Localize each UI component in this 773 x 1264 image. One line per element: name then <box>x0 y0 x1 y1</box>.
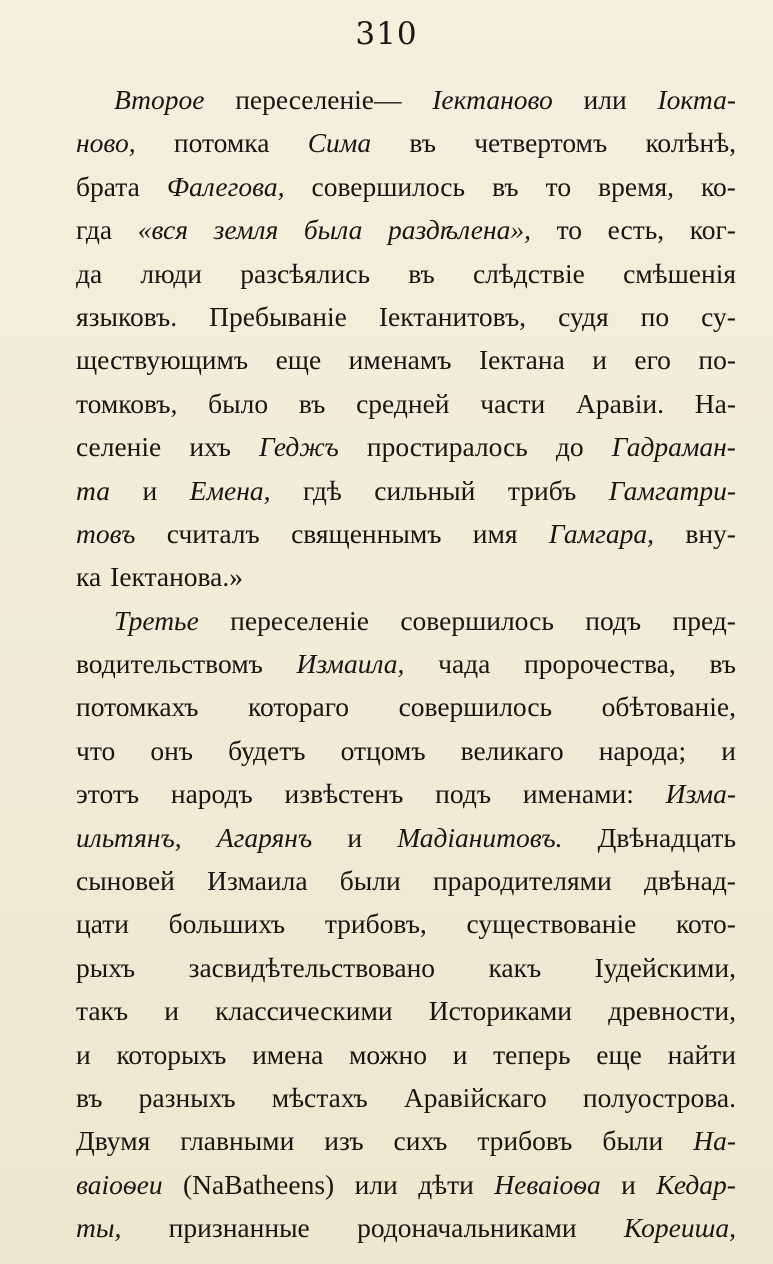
word: разсѣялись <box>240 257 370 289</box>
italic-word: земля <box>213 214 279 246</box>
word: по- <box>698 344 736 376</box>
word: мѣстахъ <box>271 1081 368 1113</box>
italic-word: Фалегова, <box>166 170 285 202</box>
italic-word: ново, <box>76 127 136 159</box>
word: были <box>339 865 401 897</box>
text-line <box>76 642 736 685</box>
word: и <box>142 474 158 506</box>
italic-word: «вся <box>137 214 189 246</box>
italic-word: раздѣлена», <box>388 214 532 246</box>
italic-word: Гадраман- <box>611 431 736 463</box>
word: Историками <box>428 995 572 1027</box>
word: да <box>76 257 103 289</box>
word: вну- <box>685 517 736 549</box>
word: совершилось <box>400 604 554 636</box>
word: Іудейскими, <box>594 951 736 983</box>
word: народа; <box>598 734 687 766</box>
text-line <box>76 425 736 468</box>
word: именамъ <box>348 344 452 376</box>
italic-word: была <box>303 214 363 246</box>
word: существованіе <box>466 908 637 940</box>
word: ко- <box>701 170 736 202</box>
word: до <box>555 431 584 463</box>
word: большихъ <box>168 908 286 940</box>
word: рыхъ <box>76 951 136 983</box>
word: сихъ <box>393 1125 448 1157</box>
word: языковъ. <box>76 300 178 332</box>
word: дѣти <box>418 1168 474 1200</box>
word: этотъ <box>76 778 140 810</box>
word: гдѣ <box>302 474 342 506</box>
word: его <box>634 344 671 376</box>
word: такъ <box>76 995 129 1027</box>
word: полуострова. <box>582 1081 736 1113</box>
word: извѣстенъ <box>284 778 404 810</box>
word: водительствомъ <box>76 648 263 680</box>
word: главными <box>180 1125 295 1157</box>
word: сильный <box>374 474 476 506</box>
word: то <box>545 170 572 202</box>
word: которыхъ <box>116 1038 227 1070</box>
word: чада <box>438 648 491 680</box>
italic-word: товъ <box>76 517 136 549</box>
word: ког- <box>689 214 736 246</box>
text-line <box>76 78 736 121</box>
word: кото- <box>676 908 736 940</box>
italic-word: Кедар- <box>656 1168 736 1200</box>
word: имена <box>252 1038 324 1070</box>
word: люди <box>140 257 202 289</box>
word: смѣшенія <box>623 257 736 289</box>
word: слѣдствіе <box>472 257 585 289</box>
word: и <box>164 995 179 1027</box>
text-line <box>76 685 736 728</box>
word: родоначальниками <box>357 1212 577 1244</box>
text-line <box>76 208 736 251</box>
page-number: 310 <box>355 16 418 52</box>
italic-word: Емена, <box>189 474 271 506</box>
word: по <box>640 300 670 332</box>
text-line <box>76 772 736 815</box>
word: въ <box>76 1081 103 1113</box>
word: или <box>354 1168 398 1200</box>
word: Двѣнадцать <box>597 821 736 853</box>
word: простиралось <box>366 431 528 463</box>
word: имя <box>472 517 518 549</box>
word: великаго <box>460 734 564 766</box>
word: въ <box>298 387 326 419</box>
word: были <box>602 1125 664 1157</box>
word: Двумя <box>76 1125 151 1157</box>
word: ществующимъ <box>76 344 249 376</box>
word: ка <box>76 561 102 593</box>
word: пред- <box>672 604 736 636</box>
word: томковъ, <box>76 387 178 419</box>
text-line <box>76 1076 736 1119</box>
word: можно <box>349 1038 427 1070</box>
word: засвидѣтельствовано <box>188 951 436 983</box>
italic-word: Гамгара, <box>548 517 655 549</box>
word: селеніе <box>76 431 162 463</box>
word: считалъ <box>166 517 260 549</box>
text-line <box>76 165 736 208</box>
word: средней <box>356 387 450 419</box>
italic-word: ваіоѳеи <box>76 1168 163 1200</box>
word: переселеніе <box>230 604 369 636</box>
italic-word: Неваіоѳа <box>494 1168 601 1200</box>
word: священнымъ <box>291 517 442 549</box>
word: (NaBatheens) <box>183 1168 335 1200</box>
italic-word: Третье <box>114 604 199 636</box>
word: Іектанова.» <box>110 561 243 593</box>
italic-word: На- <box>693 1125 736 1157</box>
word: и <box>347 821 363 853</box>
text-line <box>76 338 736 381</box>
text-body <box>76 78 736 1250</box>
italic-word: Измаила, <box>296 648 405 680</box>
text-line <box>76 1163 736 1206</box>
word: подъ <box>435 778 492 810</box>
word: На- <box>694 387 736 419</box>
word: су- <box>701 300 736 332</box>
italic-word: Іокта- <box>657 84 736 115</box>
word: будетъ <box>228 734 306 766</box>
word: признанные <box>168 1212 310 1244</box>
word: пророчества, <box>524 648 676 680</box>
word: потомка <box>173 127 270 159</box>
text-line <box>76 555 736 598</box>
word: прародителями <box>432 865 612 897</box>
word: онъ <box>150 734 194 766</box>
text-line <box>76 729 736 772</box>
word: цати <box>76 908 129 940</box>
word: и <box>721 734 736 766</box>
word: и <box>452 1038 468 1070</box>
italic-word: Іектаново <box>432 84 553 115</box>
text-line <box>76 1206 736 1249</box>
word: Іектанитовъ, <box>378 300 527 332</box>
word: въ <box>409 127 436 159</box>
text-line <box>76 469 736 512</box>
word: изъ <box>324 1125 364 1157</box>
text-line <box>76 252 736 295</box>
word: трибовъ, <box>324 908 427 940</box>
text-line <box>76 1033 736 1076</box>
italic-word: Мадіанитовъ. <box>397 821 563 853</box>
word: найти <box>667 1038 736 1070</box>
word: какъ <box>488 951 542 983</box>
italic-word: Гамгатри- <box>608 474 736 506</box>
italic-word: Геджъ <box>259 431 339 463</box>
word: разныхъ <box>138 1081 236 1113</box>
word: совершилось <box>311 170 466 202</box>
text-line <box>76 902 736 945</box>
word: и <box>76 1038 91 1070</box>
text-line <box>76 1119 736 1162</box>
word: колѣнѣ, <box>645 127 736 159</box>
word: обѣтованіе, <box>601 691 736 723</box>
text-line <box>76 599 736 642</box>
word: совершилось <box>398 691 553 723</box>
italic-word: Кореиша, <box>623 1212 736 1244</box>
italic-word: Агарянъ <box>216 821 313 853</box>
word: древности, <box>608 995 736 1027</box>
italic-word: Сима <box>307 127 372 159</box>
text-line <box>76 295 736 338</box>
text-line <box>76 989 736 1032</box>
text-line <box>76 946 736 989</box>
word: брата <box>76 170 140 202</box>
word: что <box>76 734 116 766</box>
word: отцомъ <box>340 734 426 766</box>
word: въ <box>709 648 736 680</box>
word: Пребываніе <box>209 300 347 332</box>
word: четвертомъ <box>474 127 608 159</box>
word: части <box>480 387 546 419</box>
italic-word: ты, <box>76 1212 122 1244</box>
word: было <box>208 387 269 419</box>
word: или <box>583 84 627 115</box>
word: народъ <box>170 778 253 810</box>
italic-word: ильтянъ, <box>76 821 182 853</box>
word: въ <box>492 170 519 202</box>
word: Іектана <box>478 344 565 376</box>
text-line <box>76 816 736 859</box>
word: подъ <box>585 604 642 636</box>
text-line <box>76 512 736 555</box>
word: въ <box>408 257 435 289</box>
word: Аравійскаго <box>403 1081 547 1113</box>
word: переселеніе— <box>235 84 402 115</box>
text-line <box>76 859 736 902</box>
word: и <box>621 1168 636 1200</box>
text-line <box>76 382 736 425</box>
word: еще <box>596 1038 642 1070</box>
word: ихъ <box>189 431 231 463</box>
word: время, <box>598 170 674 202</box>
word: котораго <box>247 691 350 723</box>
word: Аравіи. <box>575 387 665 419</box>
word: судя <box>558 300 609 332</box>
text-line <box>76 121 736 164</box>
italic-word: Изма- <box>665 778 736 810</box>
italic-word: Второе <box>114 84 205 115</box>
word: классическими <box>215 995 393 1027</box>
word: трибъ <box>507 474 577 506</box>
word: потомкахъ <box>76 691 199 723</box>
word: именами: <box>522 778 634 810</box>
word: трибовъ <box>477 1125 573 1157</box>
word: Измаила <box>207 865 308 897</box>
word: есть, <box>607 214 665 246</box>
word: сыновей <box>76 865 175 897</box>
word: гда <box>76 214 113 246</box>
word: еще <box>275 344 322 376</box>
word: двѣнад- <box>643 865 736 897</box>
word: и <box>592 344 607 376</box>
italic-word: та <box>76 474 110 506</box>
word: теперь <box>493 1038 571 1070</box>
word: то <box>556 214 583 246</box>
